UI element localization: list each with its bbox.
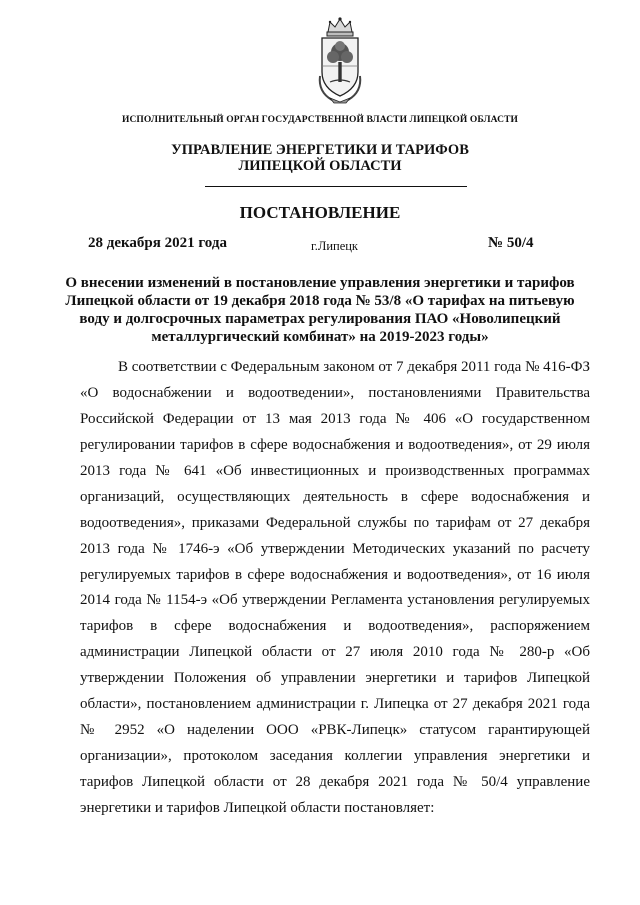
document-date: 28 декабря 2021 года: [88, 235, 227, 251]
body-line: энергетики и тарифов Липецкой области постановляет:: [80, 799, 435, 816]
authority-heading: ИСПОЛНИТЕЛЬНЫЙ ОРГАН ГОСУДАРСТВЕННОЙ ВЛАСТИ ЛИПЕЦКОЙ ОБЛАСТИ: [121, 115, 519, 125]
document-number: № 50/4: [488, 235, 534, 251]
header-divider: [205, 186, 467, 187]
body-line: тарифов в сфере водоснабжения и водоотведения», распоряжением: [80, 618, 590, 635]
department-name-line2: ЛИПЕЦКОЙ ОБЛАСТИ: [238, 158, 402, 174]
title-line: металлургический комбинат» на 2019-2023 годы»: [151, 329, 489, 345]
body-line: № 2952 «О наделении ООО «РВК-Липецк» статусом гарантирующей: [80, 722, 590, 739]
body-line: администрации Липецкой области от 27 июля 2010 года № 280-р «Об: [80, 644, 590, 661]
body-paragraph: [80, 355, 590, 822]
body-line: регулировании тарифов в сфере водоснабжения и водоотведения», от 29 июля: [80, 436, 590, 453]
title-line: Липецкой области от 19 декабря 2018 года № 53/8 «О тарифах на питьевую: [65, 293, 575, 309]
document-type-heading: ПОСТАНОВЛЕНИЕ: [239, 203, 401, 222]
body-line: 2013 года № 1746-э «Об утверждении Методических указаний по расчету: [80, 540, 590, 557]
body-line: организации», протоколом заседания коллегии управления энергетики и: [80, 748, 590, 765]
body-line: Российской Федерации от 13 мая 2013 года № 406 «О государственном: [80, 410, 590, 427]
body-line: В соответствии с Федеральным законом от 7 декабря 2011 года № 416-ФЗ: [118, 359, 590, 375]
title-line: О внесении изменений в постановление управления энергетики и тарифов: [65, 275, 575, 291]
department-name-line1: УПРАВЛЕНИЕ ЭНЕРГЕТИКИ И ТАРИФОВ: [171, 142, 469, 158]
body-line: «О водоснабжении и водоотведении», постановлениями Правительства: [80, 384, 590, 401]
coat-of-arms-icon: [316, 16, 364, 104]
body-line: организаций, осуществляющих деятельность в сфере водоснабжения и: [80, 488, 590, 505]
document-city: г.Липецк: [311, 239, 359, 253]
body-line: 2013 года № 641 «Об инвестиционных и производственных программах: [80, 462, 590, 479]
body-line: водоотведения», приказами Федеральной службы по тарифам от 27 декабря: [80, 514, 590, 531]
title-line: воду и долгосрочных параметрах регулирования ПАО «Новолипецкий: [79, 311, 561, 327]
body-line: регулируемых тарифов в сфере водоснабжения и водоотведения», от 16 июля: [80, 566, 590, 583]
body-line: области», постановлением администрации г. Липецка от 27 декабря 2021 года: [80, 696, 590, 713]
body-line: тарифов Липецкой области от 28 декабря 2021 года № 50/4 управление: [80, 774, 590, 790]
body-line: утверждении Положения об управлении энергетики и тарифов Липецкой: [80, 670, 590, 687]
document-title: [0, 274, 640, 346]
body-line: 2014 года № 1154-э «Об утверждении Регламента установления регулируемых: [80, 592, 590, 609]
